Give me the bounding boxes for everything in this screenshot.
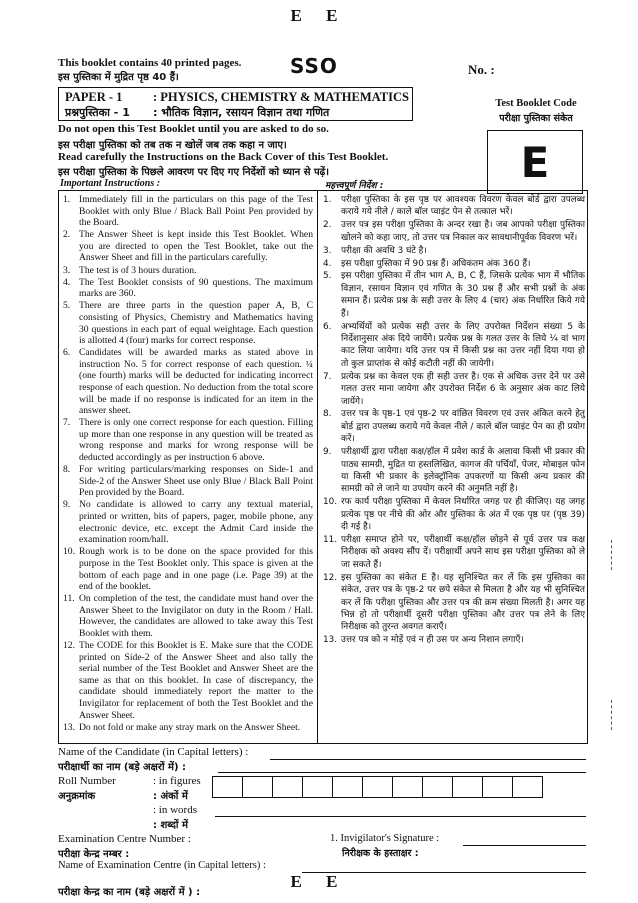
tbc-label-hi: परीक्षा पुस्तिका संकेत [499,113,573,124]
instructions-hindi [323,194,585,647]
roll-digit-box[interactable] [273,776,303,798]
instruction-en-item-number: 10. [63,546,75,558]
roll-digit-box[interactable] [243,776,273,798]
roll-number-label-en: Roll Number [58,775,116,787]
roll-digit-box[interactable] [483,776,513,798]
instruction-en-item [63,546,313,592]
instruction-hi-item-text: उत्तर पत्र को न मोड़ें एवं न ही उस पर अन्य निशान लगाएँ। [341,635,524,646]
instruction-hi-item-number: 12. [323,572,338,583]
instruction-hi-item [323,321,585,371]
instructions-title-en: Important Instructions : [60,178,161,189]
instruction-hi-item-text: परीक्षार्थी द्वारा परीक्षा कक्ष/हॉल में प्रवेश कार्ड के अलावा किसी भी प्रकार की पाठ्य सामग्री, मुद्रित या हस्तलिखित, कागज की पर्चियाँ, पेजर, मोबाइल फोन या किसी भी प्रकार के इलेक्ट्रॉनिक उपकरणों या किसी अन्य प्रकार की सामग्री को ले जाने या उपयोग करने की अनुमति नहीं है। [341,447,585,495]
instruction-en-item-number: 8. [63,464,71,476]
roll-digit-box[interactable] [333,776,363,798]
instruction-en-item-number: 1. [63,194,71,205]
instruction-hi-item-text: इस परीक्षा पुस्तिका में तीन भाग A, B, C हैं, जिसके प्रत्येक भाग में भौतिक विज्ञान, रसायन विज्ञान एवं गणित के 30 प्रश्न हैं और सभी प्रश्नों के अंक समान हैं। प्रत्येक प्रश्न के सही उत्तर के लिए 4 (चार) अंक निर्धारित किये गये हैं। [341,271,585,319]
test-booklet-code-label [486,96,586,126]
instruction-hi-item-number: 9. [323,447,332,458]
instruction-hi-item [323,245,585,257]
instruction-en-item [63,640,313,721]
instruction-en-item-text: No candidate is allowed to carry any textual material, printed or written, bits of papers, pager, mobile phone, any electronic device, etc. except the Admit Card inside the examination room/hall. [79,499,313,546]
instruction-en-item-number: 9. [63,499,71,511]
instruction-hi-item [323,219,585,244]
instruction-en-item [63,464,313,499]
instruction-hi-item-number: 1. [323,195,332,205]
instruction-en-item-text: There is only one correct response for each question. Filling up more than one response in any question will be treated as wrong response and marks for wrong response will be deducted accordingly as per instruction 6 above. [79,417,313,464]
read-instructions-en: Read carefully the Instructions on the Back Cover of this Test Booklet. [58,151,389,163]
instruction-hi-item [323,572,585,634]
instruction-en-item-number: 12. [63,640,75,652]
candidate-name-line-2[interactable] [218,772,586,773]
instruction-hi-item-text: इस पुस्तिका का संकेत E है। यह सुनिश्चित कर लें कि इस पुस्तिका का संकेत, उत्तर पत्र के पृष्ठ-2 पर छपे संकेत से मिलता है और यह भी सुनिश्चित कर लें कि परीक्षा पुस्तिका और उत्तर पत्र की क्रम संख्या मिलती है। अगर यह भिन्न हो तो परीक्षार्थी दूसरी परीक्षा पुस्तिका और उत्तर पत्र लेने के लिए निरीक्षक को तुरन्त अवगत कराएँ। [341,572,585,633]
instruction-hi-item-number: 3. [323,245,332,256]
paper-row-en [65,90,409,105]
in-figures-label-en: : in figures [153,775,201,787]
instruction-hi-item [323,270,585,320]
paper-subjects-en: : PHYSICS, CHEMISTRY & MATHEMATICS [153,90,409,104]
instruction-hi-item [323,496,585,533]
instruction-en-item-number: 11. [63,593,75,605]
roll-words-line[interactable] [215,816,586,817]
paper-subjects-hi: : भौतिक विज्ञान, रसायन विज्ञान तथा गणित [153,106,330,119]
centre-name-label-en: Name of Examination Centre (in Capital letters) : [58,860,266,871]
instruction-en-item-text: The test is of 3 hours duration. [79,264,197,276]
instruction-hi-item [323,446,585,496]
instruction-en-item [63,722,313,734]
centre-name-label-hi: परीक्षा केन्द्र का नाम (बड़े अक्षरों में ) : [58,887,201,898]
instruction-en-item-number: 2. [63,229,71,241]
invigilator1-sig-en: 1. Invigilator's Signature : [330,833,440,844]
roll-digit-box[interactable] [423,776,453,798]
instructions-english [63,194,313,734]
instruction-en-item [63,194,313,229]
instruction-en-item-text: Candidates will be awarded marks as stated above in instruction No. 5 for correct response of each question. ¼ (one fourth) marks will be deducted for indicating incorrect response of each question. No deduction from the total score will be made if no response is indicated for an item in the answer sheet. [79,347,313,417]
tbc-label-en: Test Booklet Code [495,98,577,109]
candidate-name-label-hi: परीक्षार्थी का नाम (बड़े अक्षरों में) : [58,762,187,773]
paper-title-box [58,87,413,121]
instruction-hi-item-number: 11. [323,534,338,545]
instruction-en-item-number: 7. [63,417,71,429]
instruction-en-item [63,417,313,463]
instruction-en-item-text: Do not fold or make any stray mark on the Answer Sheet. [79,721,301,733]
instruction-en-item-number: 6. [63,347,71,359]
centre-number-label-hi: परीक्षा केन्द्र नम्बर : [58,849,130,860]
roll-figures-boxes[interactable] [212,776,543,798]
instruction-hi-item [323,194,585,219]
instruction-en-item-number: 4. [63,276,71,288]
roll-number-label-hi: अनुक्रमांक [58,791,96,802]
instruction-hi-item [323,258,585,270]
instruction-en-item-text: There are three parts in the question paper A, B, C consisting of Physics, Chemistry and Mathematics having 30 questions in each part of equal weightage. Each question is allotted 4 (four) marks for correct response. [79,300,313,347]
instruction-hi-item [323,408,585,445]
in-words-label-en: : in words [153,804,197,816]
instruction-en-item-text: On completion of the test, the candidate must hand over the Answer Sheet to the Invigilator on duty in the Room / Hall. However, the candidates are allowed to take away this Test Booklet with them. [79,593,313,639]
instruction-en-item [63,277,313,300]
invigilator1-sig-line[interactable] [463,845,586,846]
roll-digit-box[interactable] [513,776,543,798]
instruction-hi-item [323,634,585,646]
instruction-hi-item-number: 7. [323,371,332,382]
instruction-en-item-text: For writing particulars/marking responses on Side-1 and Side-2 of the Answer Sheet use only Blue / Black Ball Point Pen provided by the Board. [79,464,313,499]
instructions-title-hi: महत्त्वपूर्ण निर्देश : [325,181,384,191]
instruction-en-item [63,229,313,264]
instruction-hi-item-text: उत्तर पत्र इस परीक्षा पुस्तिका के अन्दर रखा है। जब आपको परीक्षा पुस्तिका खोलने को कहा जाए, तो उत्तर पत्र निकाल कर सावधानीपूर्वक विवरण भरें। [341,220,585,243]
instruction-hi-item-text: प्रत्येक प्रश्न का केवल एक ही सही उत्तर है। एक से अधिक उत्तर देने पर उसे गलत उत्तर माना जायेगा और उपरोक्त निर्देश 6 के अनुसार अंक काट लिये जायेंगे। [341,371,585,407]
instruction-hi-item-text: उत्तर पत्र के पृष्ठ-1 एवं पृष्ठ-2 पर वांछित विवरण एवं उत्तर अंकित करने हेतु बोर्ड द्वारा उपलब्ध कराये गये केवल नीले / काले बॉल प्वाइंट पेन का ही प्रयोग करें। [341,409,585,445]
candidate-name-line[interactable] [270,759,586,760]
roll-digit-box[interactable] [393,776,423,798]
instructions-box [58,190,588,744]
test-booklet-code-box: E [487,130,583,194]
instruction-en-item [63,300,313,346]
instruction-en-item [63,347,313,417]
sso-label: SSO [290,54,338,78]
roll-digit-box[interactable] [453,776,483,798]
instruction-en-item-number: 5. [63,300,71,312]
instruction-hi-item-number: 8. [323,409,332,420]
serial-no-label: No. : [468,62,495,77]
instruction-hi-item-text: परीक्षा पुस्तिका के इस पृष्ठ पर आवश्यक विवरण केवल बोर्ड द्वारा उपलब्ध कराये गये नीले / काले बॉल प्वाइंट पेन से तत्काल भरें। [341,195,585,218]
instruction-hi-item [323,534,585,571]
instruction-hi-item-text: परीक्षा समाप्त होने पर, परीक्षार्थी कक्ष/हॉल छोड़ने से पूर्व उत्तर पत्र कक्ष निरीक्षक को अवश्य सौंप दें। परीक्षार्थी अपने साथ इस परीक्षा पुस्तिका को ले जा सकते हैं। [341,534,585,570]
pages-info-hi: इस पुस्तिका में मुद्रित पृष्ठ 40 हैं। [58,72,179,83]
invigilator1-sig-hi: निरीक्षक के हस्ताक्षर : [342,848,419,859]
paper-label-en: PAPER - 1 [65,90,123,104]
instruction-hi-item-number: 5. [323,271,332,282]
instruction-hi-item-text: परीक्षा की अवधि 3 घंटे है। [341,245,427,256]
instruction-en-item-text: The Answer Sheet is kept inside this Test Booklet. When you are directed to open the Test Booklet, take out the Answer Sheet and fill in the particulars carefully. [79,229,313,264]
dashed-mark [611,700,612,730]
instruction-hi-item-number: 4. [323,258,332,269]
instruction-en-item-text: The CODE for this Booklet is E. Make sure that the CODE printed on Side-2 of the Answer Sheet and also tally the serial number of the Test Booklet and Answer Sheet are the same as that on this booklet. In case of discrepancy, the candidate should immediately report the matter to the Invigilator for replacement of both the Test Booklet and the Answer Sheet. [79,640,313,721]
instruction-en-item [63,499,313,545]
instruction-hi-item-text: रफ कार्य परीक्षा पुस्तिका में केवल निर्धारित जगह पर ही कीजिए। यह जगह प्रत्येक पृष्ठ पर नीचे की ओर और पुस्तिका के अंत में एक पृष्ठ पर (पृष्ठ 39) दी गई है। [341,497,585,533]
do-not-open-hi: इस परीक्षा पुस्तिका को तब तक न खोलें जब तक कहा न जाए। [58,140,287,151]
instruction-en-item-text: Rough work is to be done on the space provided for this purpose in the Test Booklet only. This space is given at the bottom of each page and in one page (i.e. Page 39) at the end of the booklet. [79,546,313,593]
instruction-hi-item-number: 13. [323,635,338,646]
pages-info-en: This booklet contains 40 printed pages. [58,57,242,69]
column-divider [317,191,318,743]
booklet-code-top: E E [290,6,348,25]
instruction-hi-item [323,371,585,408]
roll-digit-box[interactable] [213,776,243,798]
instruction-hi-item-number: 6. [323,321,332,332]
dashed-mark [611,540,612,570]
in-figures-label-hi: : अंकों में [153,791,188,802]
roll-digit-box[interactable] [363,776,393,798]
instruction-hi-item-number: 10. [323,497,338,508]
paper-row-hi [65,105,330,120]
centre-number-label-en: Examination Centre Number : [58,833,191,845]
instruction-en-item [63,265,313,277]
candidate-name-label-en: Name of the Candidate (in Capital letters) : [58,746,249,758]
read-instructions-hi: इस परीक्षा पुस्तिका के पिछले आवरण पर दिए गए निर्देशों को ध्यान से पढ़ें। [58,167,330,178]
roll-digit-box[interactable] [303,776,333,798]
paper-label-hi: प्रश्नपुस्तिका - 1 [65,106,130,119]
in-words-label-hi: : शब्दों में [153,820,188,831]
instruction-en-item-number: 3. [63,264,71,276]
instruction-hi-item-text: अभ्यर्थियों को प्रत्येक सही उत्तर के लिए उपरोक्त निर्देशन संख्या 5 के निर्देशानुसार अंक दिये जायेंगे। प्रत्येक प्रश्न के गलत उत्तर के लिये ¼ वां भाग काट लिया जायेगा। यदि उत्तर पत्र में किसी प्रश्न का उत्तर नहीं दिया गया हो तो कुल प्राप्तांक से कोई कटौती नहीं की जायेगी। [341,321,585,369]
instruction-en-item-text: The Test Booklet consists of 90 questions. The maximum marks are 360. [79,276,313,300]
instruction-hi-item-text: इस परीक्षा पुस्तिका में 90 प्रश्न हैं। अधिकतम अंक 360 हैं। [341,258,531,269]
booklet-code-bottom: E E [290,872,348,891]
instruction-hi-item-number: 2. [323,220,332,231]
do-not-open-en: Do not open this Test Booklet until you are asked to do so. [58,123,329,135]
instruction-en-item [63,593,313,639]
instruction-en-item-text: Immediately fill in the particulars on this page of the Test Booklet with only Blue / Black Ball Point Pen provided by the Board. [79,194,313,229]
instruction-en-item-number: 13. [63,721,75,733]
